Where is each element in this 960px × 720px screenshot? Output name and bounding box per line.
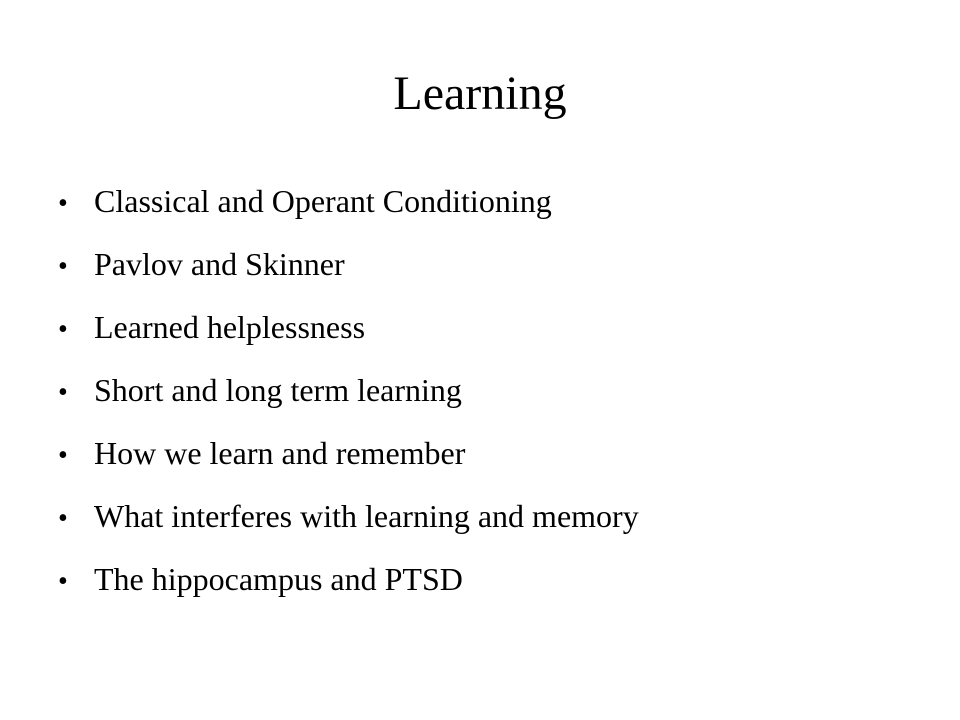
bullet-text: What interferes with learning and memory	[94, 498, 639, 534]
bullet-text: Pavlov and Skinner	[94, 246, 345, 282]
bullet-icon: •	[58, 440, 68, 471]
bullet-item	[58, 485, 639, 548]
bullet-icon: •	[58, 188, 68, 219]
bullet-item	[58, 422, 639, 485]
bullet-text: Classical and Operant Conditioning	[94, 183, 552, 219]
bullet-item	[58, 296, 639, 359]
bullet-icon: •	[58, 251, 68, 282]
bullet-item	[58, 170, 639, 233]
bullet-item	[58, 548, 639, 611]
bullet-item	[58, 359, 639, 422]
bullet-item	[58, 233, 639, 296]
bullet-icon: •	[58, 314, 68, 345]
bullet-text: Short and long term learning	[94, 372, 462, 408]
bullet-icon: •	[58, 566, 68, 597]
bullet-icon: •	[58, 377, 68, 408]
bullet-list	[58, 170, 639, 611]
bullet-text: Learned helplessness	[94, 309, 366, 345]
bullet-icon: •	[58, 503, 68, 534]
bullet-text: How we learn and remember	[94, 435, 466, 471]
slide-title: Learning	[393, 67, 567, 120]
bullet-text: The hippocampus and PTSD	[94, 561, 463, 597]
